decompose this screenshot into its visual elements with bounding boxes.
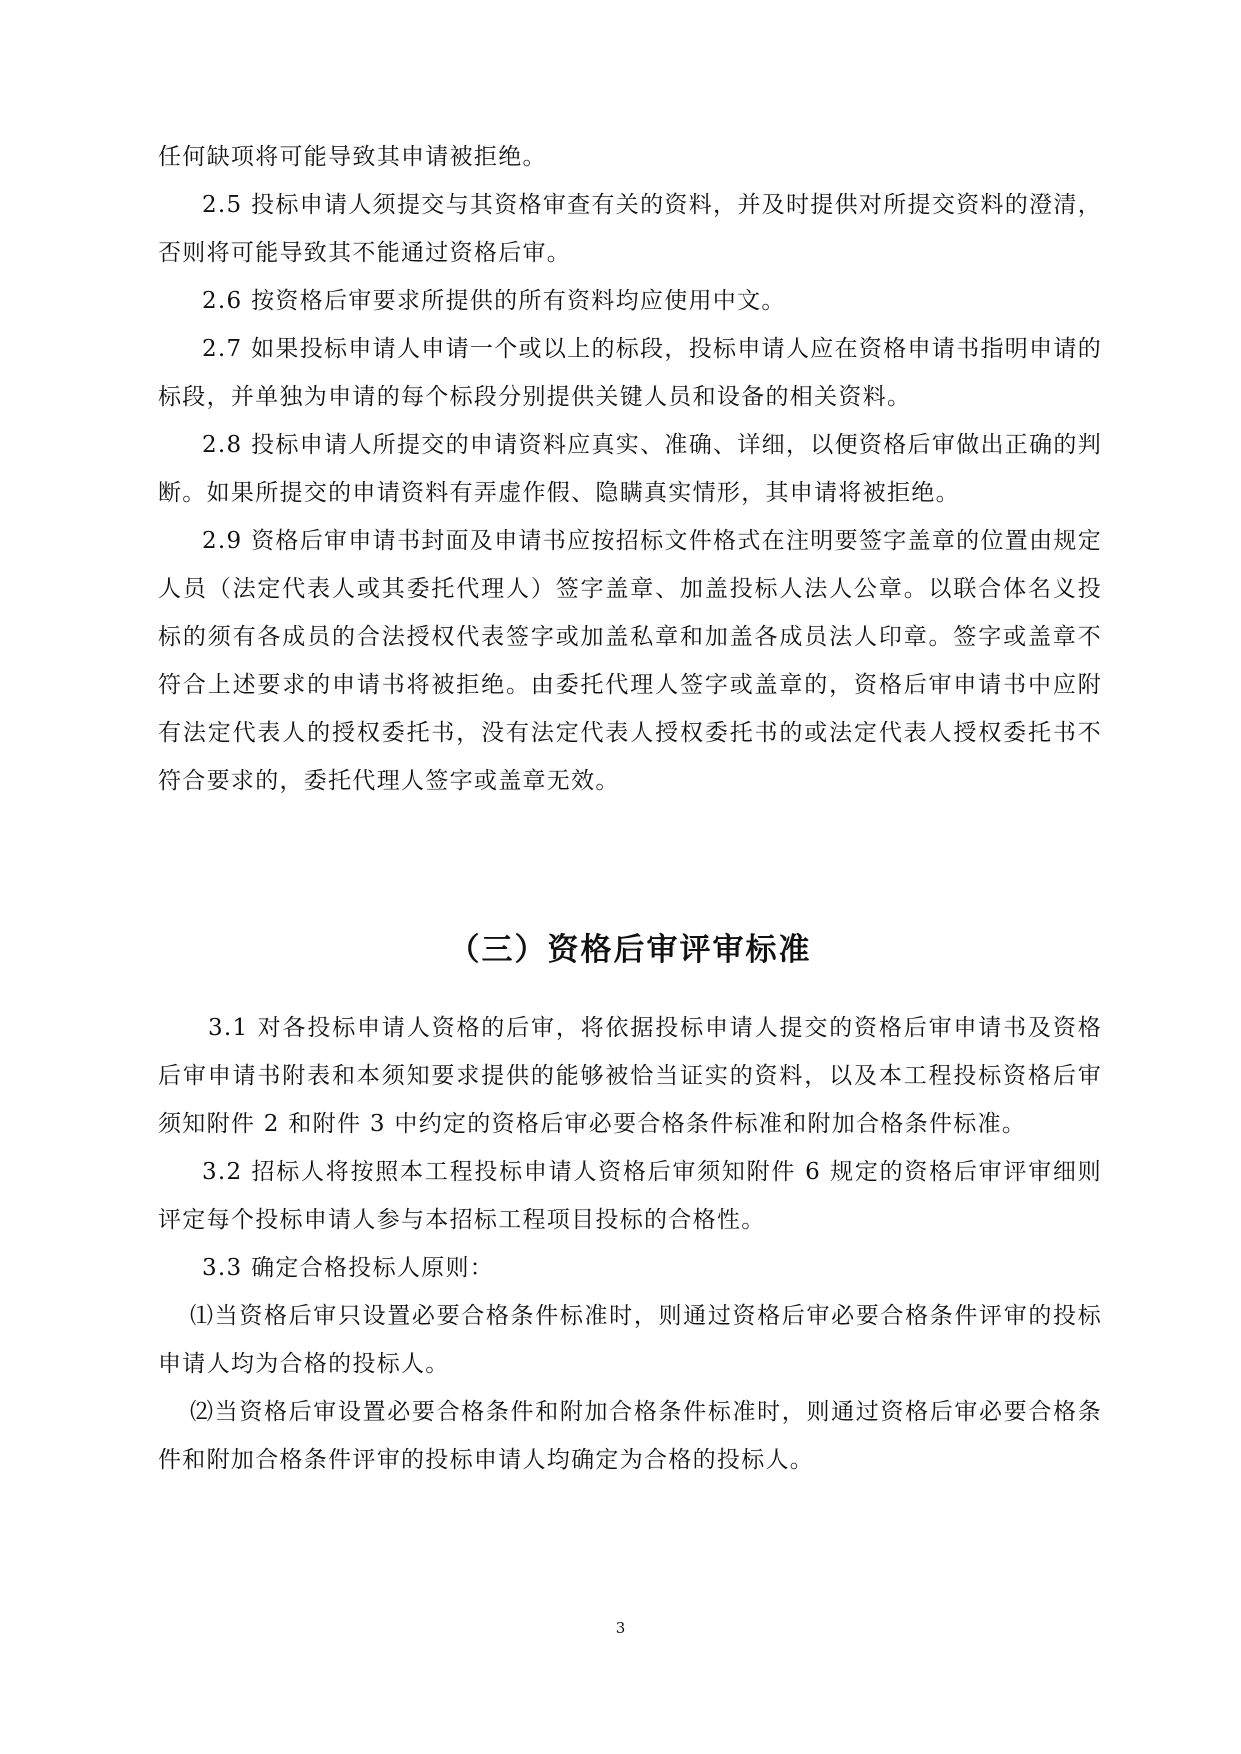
paragraph-2-8: 2.8 投标申请人所提交的申请资料应真实、准确、详细，以便资格后审做出正确的判断。如果所提交的申请资料有弄虚作假、隐瞒真实情形，其申请将被拒绝。 [158, 432, 1102, 506]
paragraph-3-2: 3.2 招标人将按照本工程投标申请人资格后审须知附件 6 规定的资格后审评审细则评定每个投标申请人参与本招标工程项目投标的合格性。 [158, 1159, 1102, 1233]
paragraph-2-7: 2.7 如果投标申请人申请一个或以上的标段，投标申请人应在资格申请书指明申请的标段，并单独为申请的每个标段分别提供关键人员和设备的相关资料。 [158, 336, 1102, 410]
paragraph-3-1: 3.1 对各投标申请人资格的后审，将依据投标申请人提交的资格后审申请书及资格后审申请书附表和本须知要求提供的能够被恰当证实的资料，以及本工程投标资格后审须知附件 2 和附件 3 中约定的资格后审必要合格条件标准和附加合格条件标准。 [158, 1015, 1102, 1137]
section-3-heading: （三）资格后审评审标准 [448, 932, 812, 968]
page-number: 3 [615, 1619, 626, 1637]
paragraph-principle-1: ⑴当资格后审只设置必要合格条件标准时，则通过资格后审必要合格条件评审的投标申请人均为合格的投标人。 [158, 1303, 1102, 1377]
paragraph-2-5: 2.5 投标申请人须提交与其资格审查有关的资料，并及时提供对所提交资料的澄清，否则将可能导致其不能通过资格后审。 [158, 192, 1102, 266]
paragraph-3-3: 3.3 确定合格投标人原则： [202, 1255, 495, 1281]
paragraph-rejection-note: 任何缺项将可能导致其申请被拒绝。 [158, 144, 547, 170]
paragraph-2-6: 2.6 按资格后审要求所提供的所有资料均应使用中文。 [202, 288, 786, 314]
paragraph-2-9: 2.9 资格后审申请书封面及申请书应按招标文件格式在注明要签字盖章的位置由规定人员（法定代表人或其委托代理人）签字盖章、加盖投标人法人公章。以联合体名义投标的须有各成员的合法授权代表签字或加盖私章和加盖各成员法人印章。签字或盖章不符合上述要求的申请书将被拒绝。由委托代理人签字或盖章的，资格后审申请书中应附有法定代表人的授权委托书，没有法定代表人授权委托书的或法定代表人授权委托书不符合要求的，委托代理人签字或盖章无效。 [158, 528, 1102, 794]
paragraph-principle-2: ⑵当资格后审设置必要合格条件和附加合格条件标准时，则通过资格后审必要合格条件和附加合格条件评审的投标申请人均确定为合格的投标人。 [158, 1399, 1102, 1473]
